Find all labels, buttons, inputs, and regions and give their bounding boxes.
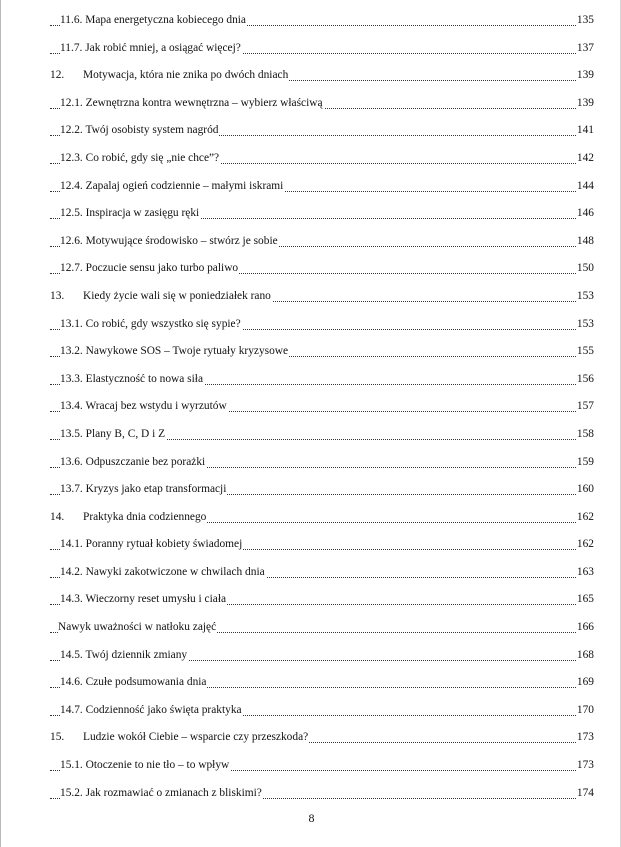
toc-entry-number: 13. (50, 289, 65, 302)
toc-entry-page: 141 (576, 117, 594, 145)
toc-entry-title (60, 7, 247, 35)
toc-entry-number: 14.2. (60, 565, 83, 578)
toc-entry-page: 144 (576, 173, 594, 201)
toc-entry-text: Praktyka dnia codziennego (83, 510, 207, 523)
toc-entry[interactable] (50, 145, 594, 173)
toc-entry-page: 139 (576, 62, 594, 90)
toc-entry-page: 150 (576, 255, 594, 283)
toc-entry[interactable] (50, 724, 594, 752)
toc-entry-title (60, 311, 242, 339)
toc-entry[interactable] (50, 35, 594, 63)
toc-entry-page: 158 (576, 421, 594, 449)
toc-entry-page: 166 (576, 614, 594, 642)
toc-entry-number: 15.1. (60, 759, 83, 772)
toc-entry-title (60, 559, 266, 587)
toc-entry-number: 11.6. (60, 14, 83, 26)
toc-entry-title (60, 117, 219, 145)
toc-entry[interactable] (50, 476, 594, 504)
toc-entry[interactable] (50, 531, 594, 559)
toc-entry-page: 163 (576, 559, 594, 587)
toc-entry-text: Zapalaj ogień codziennie – małymi iskrami (85, 179, 284, 192)
toc-entry[interactable] (50, 393, 594, 421)
toc-entry-page: 173 (576, 752, 594, 780)
toc-entry-title (50, 504, 207, 532)
toc-entry-number: 13.5. (60, 427, 83, 440)
toc-entry-text: Nawyki zakotwiczone w chwilach dnia (85, 565, 265, 578)
toc-entry-title (50, 62, 289, 90)
toc-entry-text: Poranny rytuał kobiety świadomej (85, 538, 243, 551)
toc-entry-page: 169 (576, 669, 594, 697)
toc-entry-number: 12.1. (60, 96, 83, 109)
toc-entry-text: Co robić, gdy się „nie chce”? (85, 151, 220, 164)
toc-entry-page: 153 (576, 311, 594, 339)
toc-entry-title (60, 90, 324, 118)
toc-entry-title (58, 614, 217, 642)
toc-entry-page: 139 (576, 90, 594, 118)
toc-entry[interactable] (50, 173, 594, 201)
toc-entry-title (50, 724, 309, 752)
toc-entry-text: Wracaj bez wstydu i wyrzutów (85, 400, 227, 413)
toc-entry-number: 12.5. (60, 207, 83, 220)
toc-entry-number: 13.6. (60, 455, 83, 468)
toc-entry-number: 15.2. (60, 786, 83, 799)
toc-entry-text: Zewnętrzna kontra wewnętrzna – wybierz właściwą (85, 96, 323, 109)
toc-entry-number: 13.7. (60, 483, 83, 496)
page-number: 8 (308, 811, 315, 825)
toc-entry[interactable] (50, 504, 594, 532)
toc-entry-title (60, 752, 230, 780)
toc-entry[interactable] (50, 338, 594, 366)
toc-entry[interactable] (50, 228, 594, 256)
toc-entry-text: Poczucie sensu jako turbo paliwo (85, 262, 239, 275)
toc-entry-text: Motywacja, która nie znika po dwóch dniach (83, 69, 289, 82)
toc-entry-title (60, 531, 243, 559)
toc-entry-title (60, 421, 166, 449)
toc-entry-text: Kiedy życie wali się w poniedziałek rano (83, 289, 271, 302)
toc-entry-title (50, 283, 272, 311)
toc-entry-title (60, 642, 188, 670)
toc-entry-page: 142 (576, 145, 594, 173)
toc-entry[interactable] (50, 283, 594, 311)
toc-entry-title (60, 338, 289, 366)
toc-entry-page: 168 (576, 642, 594, 670)
toc-entry-page: 160 (576, 476, 594, 504)
toc-entry-text: Kryzys jako etap transformacji (85, 483, 227, 496)
toc-entry-text: Twój osobisty system nagród (85, 124, 219, 137)
toc-entry-number: 12. (50, 69, 65, 82)
toc-entry-text: Czułe podsumowania dnia (85, 676, 207, 689)
toc-entry-title (60, 476, 227, 504)
toc-entry[interactable] (50, 559, 594, 587)
toc-entry-title (60, 669, 207, 697)
toc-entry-title (60, 255, 239, 283)
toc-entry-text: Jak rozmawiać o zmianach z bliskimi? (85, 786, 262, 799)
toc-entry-number: 14. (50, 510, 65, 523)
toc-entry-number: 13.2. (60, 345, 83, 358)
toc-entry-number: 13.3. (60, 372, 83, 385)
toc-entry-text: Nawyk uważności w natłoku zajęć (58, 621, 217, 634)
toc-entry-number: 12.7. (60, 262, 83, 275)
toc-entry[interactable] (50, 366, 594, 394)
toc-entry-text: Ludzie wokół Ciebie – wsparcie czy przeszkoda? (83, 731, 309, 744)
toc-entry-page: 155 (576, 338, 594, 366)
toc-entry-text: Motywujące środowisko – stwórz je sobie (85, 234, 278, 247)
toc-entry-page: 165 (576, 586, 594, 614)
toc-entry[interactable] (50, 614, 594, 642)
toc-entry[interactable] (50, 90, 594, 118)
toc-entry[interactable] (50, 669, 594, 697)
toc-entry-title (60, 228, 279, 256)
toc-entry-page: 159 (576, 449, 594, 477)
toc-entry-title (60, 173, 284, 201)
toc-entry-page: 162 (576, 504, 594, 532)
toc-entry-text: Inspiracja w zasięgu ręki (85, 207, 200, 220)
toc-entry-text: Twój dziennik zmiany (85, 648, 188, 661)
toc-entry-text: Odpuszczanie bez porażki (85, 455, 206, 468)
toc-entry-number: 14.1. (60, 538, 83, 551)
toc-entry-text: Codzienność jako święta praktyka (85, 703, 242, 716)
toc-entry-number: 13.1. (60, 317, 83, 330)
toc-entry-number: 14.7. (60, 703, 83, 716)
toc-entry-title (60, 780, 263, 808)
toc-entry[interactable] (50, 62, 594, 90)
toc-entry-page: 148 (576, 228, 594, 256)
toc-entry-text: Nawykowe SOS – Twoje rytuały kryzysowe (85, 345, 289, 358)
toc-entry-number: 14.3. (60, 593, 83, 606)
toc-entry[interactable] (50, 117, 594, 145)
toc-entry-number: 12.3. (60, 151, 83, 164)
toc-entry[interactable] (50, 752, 594, 780)
toc-entry[interactable] (50, 421, 594, 449)
toc-entry[interactable] (50, 586, 594, 614)
toc-entry[interactable] (50, 780, 594, 808)
toc-entry-number: 11.7. (60, 41, 83, 54)
toc-entry-page: 146 (576, 200, 594, 228)
toc-entry-number: 12.6. (60, 234, 83, 247)
toc-entry[interactable] (50, 7, 594, 35)
toc-entry-text: Elastyczność to nowa siła (85, 372, 203, 385)
toc-entry-text: Mapa energetyczna kobiecego dnia (85, 14, 246, 26)
toc-entry-number: 12.2. (60, 124, 83, 137)
toc-entry-title (60, 697, 243, 725)
toc-entry[interactable] (50, 311, 594, 339)
toc-entry-title (60, 449, 206, 477)
toc-entry-title (60, 35, 242, 63)
toc-entry-number: 14.6. (60, 676, 83, 689)
table-of-contents (50, 7, 594, 807)
toc-entry-number: 12.4. (60, 179, 83, 192)
toc-entry[interactable] (50, 255, 594, 283)
toc-entry-text: Jak robić mniej, a osiągać więcej? (85, 41, 241, 54)
toc-entry-title (60, 366, 204, 394)
toc-entry-page: 137 (576, 35, 594, 63)
toc-entry-title (60, 393, 228, 421)
toc-entry-page: 156 (576, 366, 594, 394)
toc-entry-page: 153 (576, 283, 594, 311)
toc-entry-page: 173 (576, 724, 594, 752)
toc-entry-page: 170 (576, 697, 594, 725)
toc-entry-page: 135 (576, 7, 594, 35)
toc-entry[interactable] (50, 642, 594, 670)
toc-entry-page: 174 (576, 780, 594, 808)
toc-entry-page: 162 (576, 531, 594, 559)
toc-entry-number: 13.4. (60, 400, 83, 413)
toc-entry[interactable] (50, 449, 594, 477)
toc-entry-text: Otoczenie to nie tło – to wpływ (85, 759, 230, 772)
toc-entry-text: Wieczorny reset umysłu i ciała (85, 593, 227, 606)
toc-entry[interactable] (50, 697, 594, 725)
toc-entry[interactable] (50, 200, 594, 228)
toc-entry-title (60, 586, 227, 614)
toc-entry-page: 157 (576, 393, 594, 421)
toc-entry-text: Co robić, gdy wszystko się sypie? (85, 317, 241, 330)
toc-entry-number: 14.5. (60, 648, 83, 661)
toc-entry-title (60, 145, 220, 173)
toc-entry-number: 15. (50, 731, 65, 744)
toc-entry-title (60, 200, 200, 228)
toc-entry-text: Plany B, C, D i Z (85, 427, 166, 440)
